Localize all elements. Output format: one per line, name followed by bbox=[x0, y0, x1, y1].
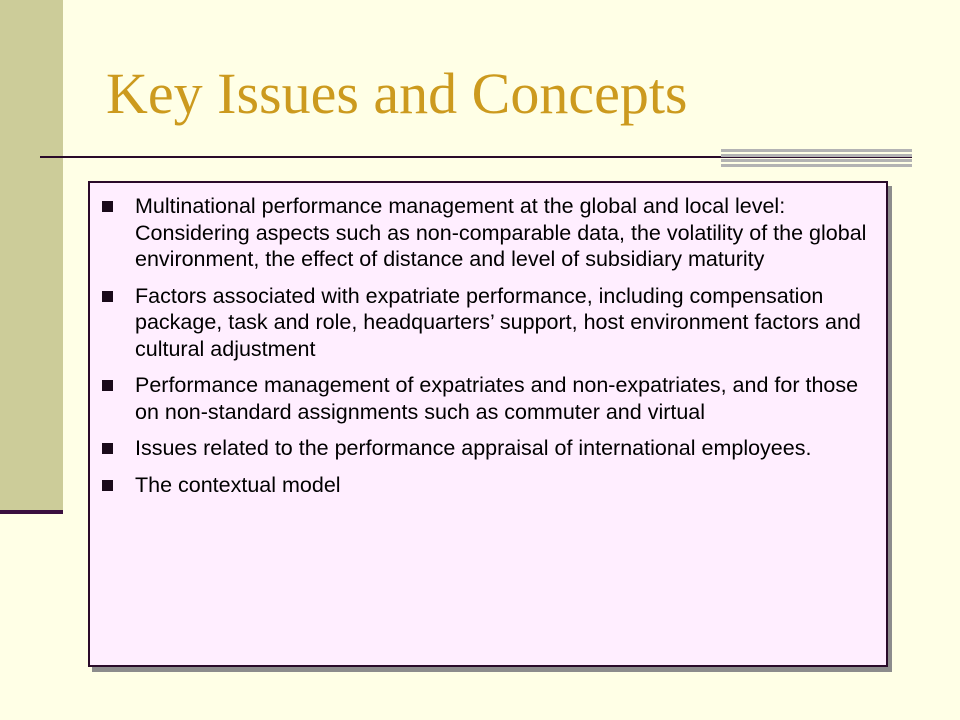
bullet-item bbox=[135, 435, 876, 462]
left-band-bottom-edge bbox=[0, 510, 63, 514]
square-bullet-icon bbox=[102, 480, 113, 491]
bullet-text: Issues related to the performance appraisal of international employees. bbox=[135, 436, 812, 460]
bullet-text: The contextual model bbox=[135, 472, 341, 497]
square-bullet-icon bbox=[102, 291, 113, 302]
square-bullet-icon bbox=[102, 201, 113, 212]
bullet-item bbox=[135, 472, 876, 499]
bullet-text: Performance management of expatriates and non-expatriates, and for those on non-standard assignments such as commuter and virtual bbox=[135, 373, 859, 424]
bullet-item bbox=[135, 283, 876, 363]
bullet-item bbox=[135, 193, 876, 273]
left-decorative-band bbox=[0, 0, 63, 512]
square-bullet-icon bbox=[102, 380, 113, 391]
bullet-item bbox=[135, 372, 876, 425]
bullet-text: Factors associated with expatriate performance, including compensation package, task and role, headquarters’ support, host environment factors and cultural adjustment bbox=[135, 283, 861, 361]
bullet-list bbox=[90, 183, 886, 498]
content-box bbox=[88, 181, 888, 667]
square-bullet-icon bbox=[102, 443, 113, 454]
slide-title: Key Issues and Concepts bbox=[106, 61, 688, 126]
bullet-text: Multinational performance management at the global and local level: Considering aspects such as non-comparable data, the volatility of the global environment, the effect of distance and level of subsidiary maturity bbox=[135, 194, 867, 271]
title-underline-accent bbox=[721, 149, 912, 167]
